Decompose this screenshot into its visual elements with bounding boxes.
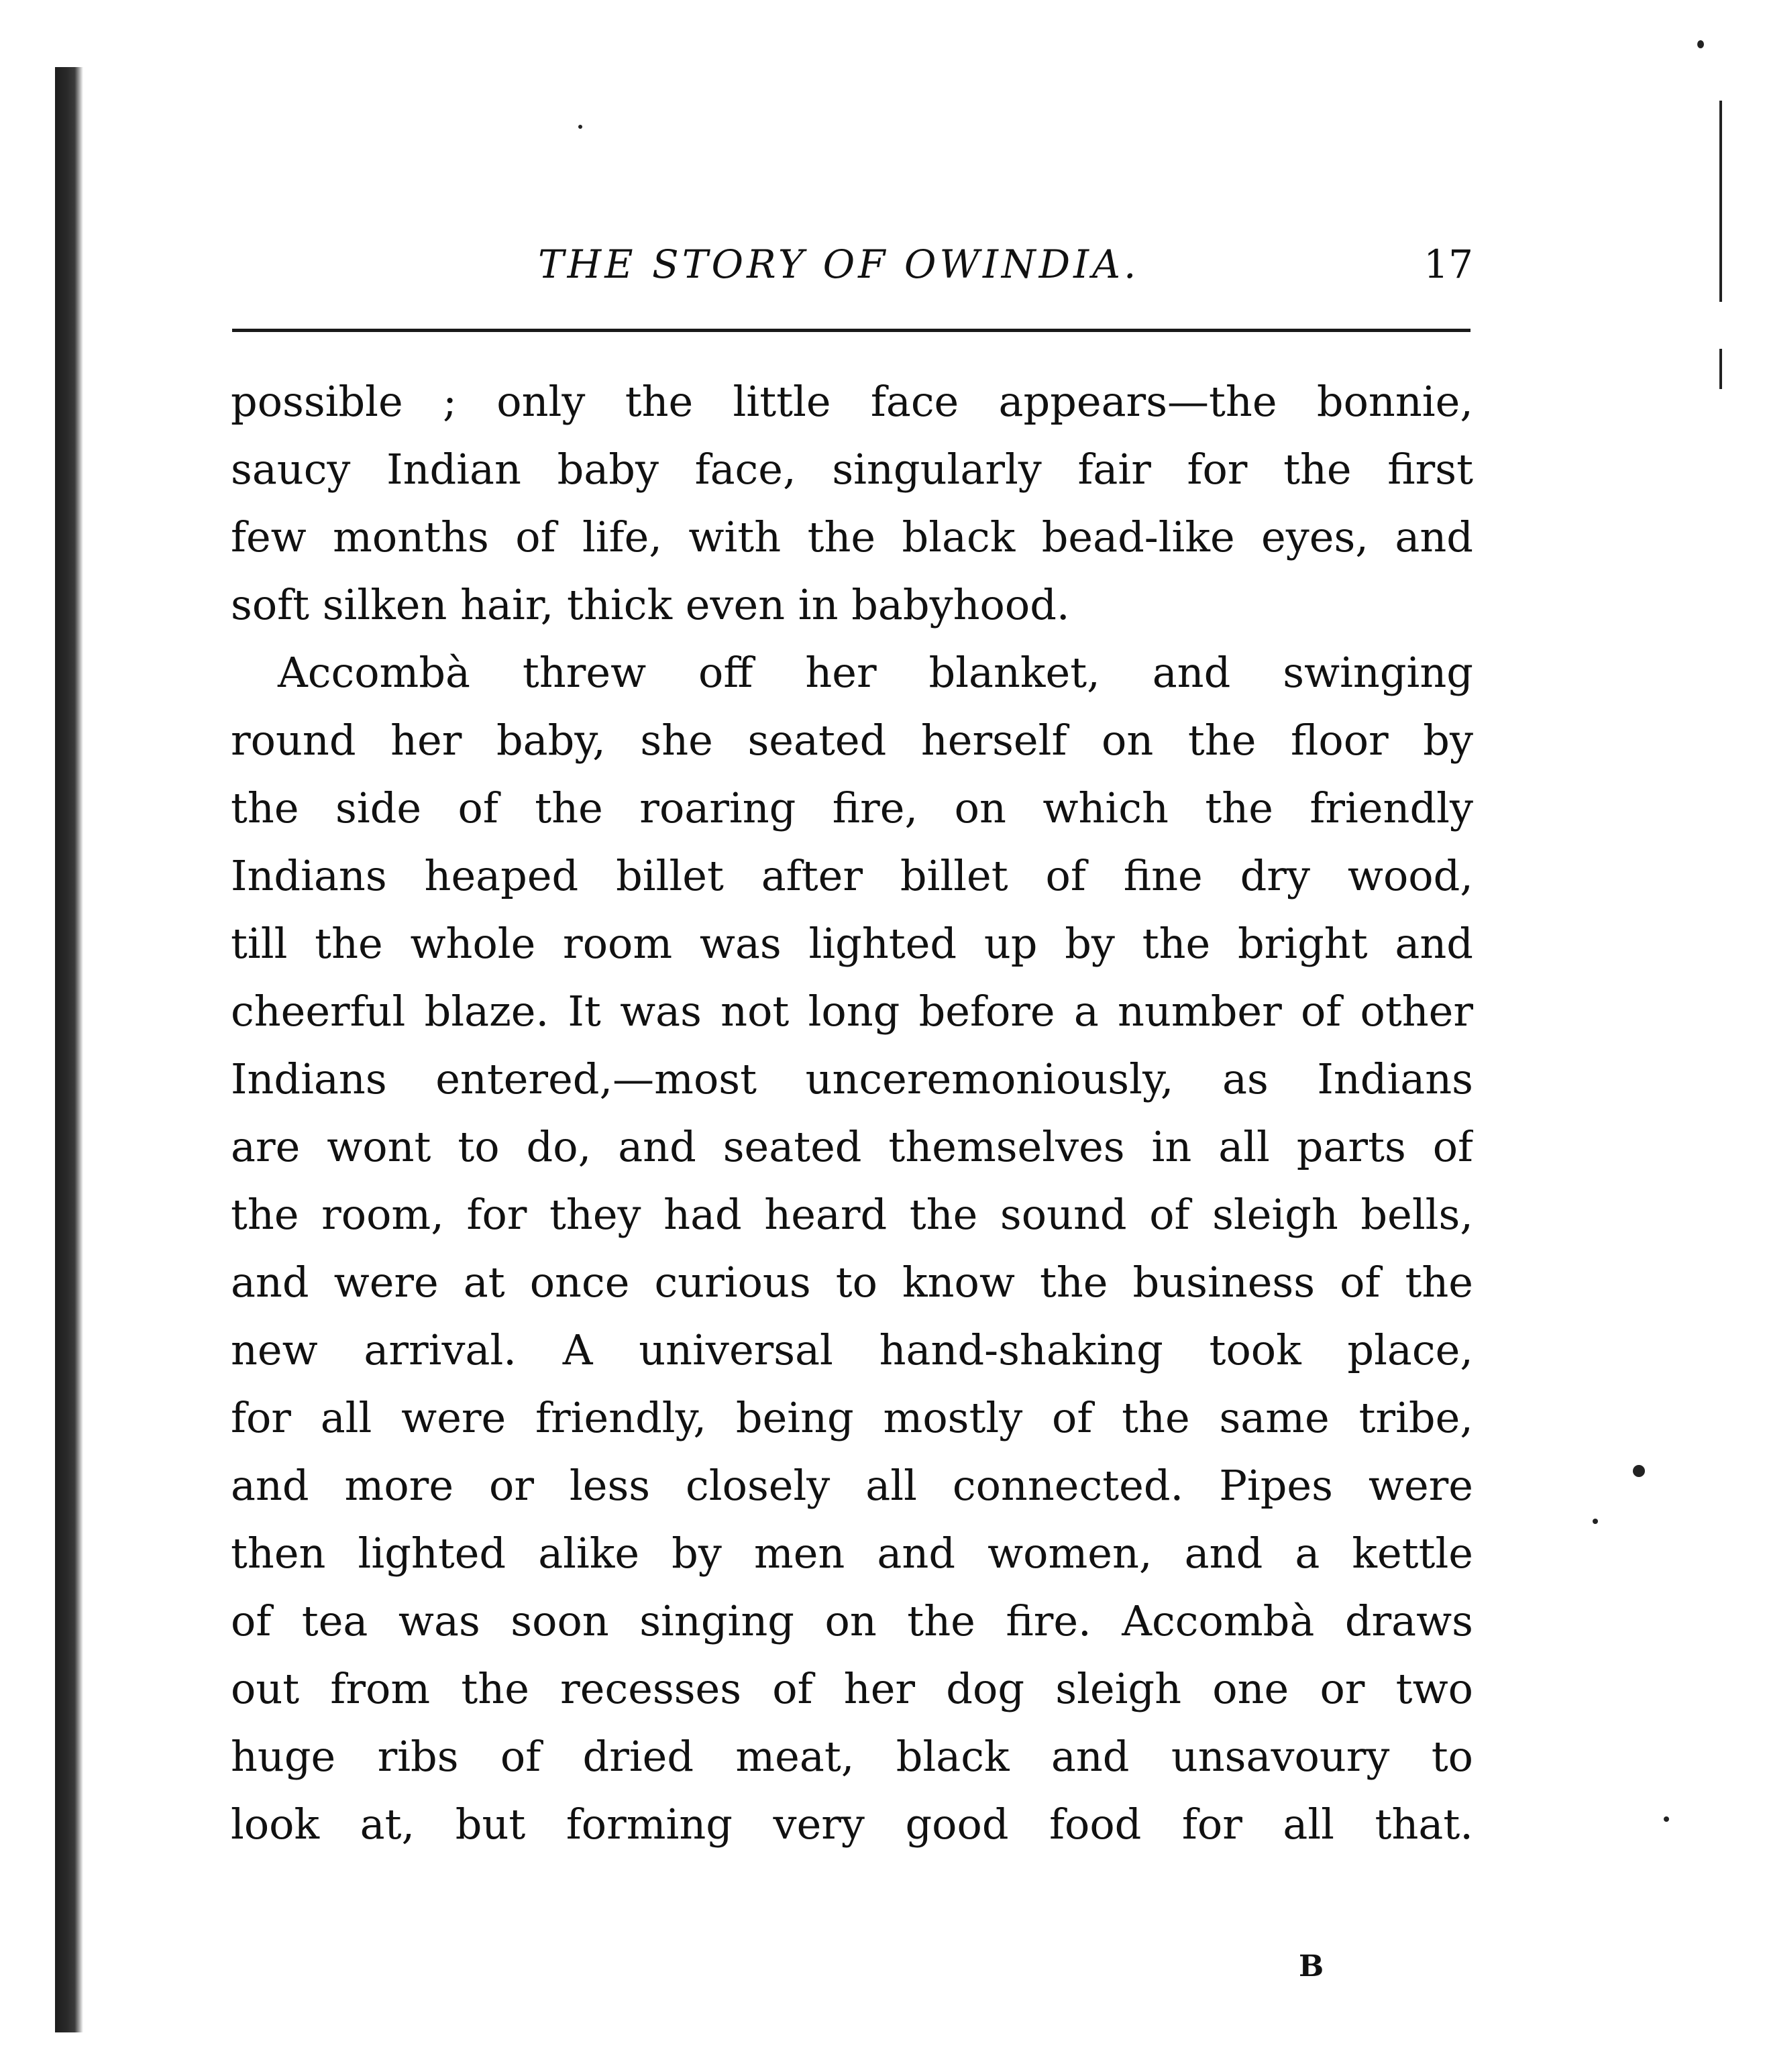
scan-binding-edge [55, 67, 83, 2032]
text-line: for all were friendly, being mostly of the same tribe, [231, 1393, 1473, 1442]
header-rule [232, 329, 1470, 332]
text-line: saucy Indian baby face, singularly fair for the first [231, 445, 1473, 494]
text-line: round her baby, she seated herself on the floor by [231, 716, 1473, 765]
scan-speck [1697, 40, 1704, 48]
scan-speck [1593, 1519, 1598, 1524]
text-line: few months of life, with the black bead-like eyes, and [231, 512, 1473, 561]
text-line: the side of the roaring fire, on which the friendly [231, 783, 1473, 832]
scan-right-edge-mark-small [1719, 349, 1722, 389]
text-line: then lighted alike by men and women, and a kettle [231, 1529, 1473, 1578]
text-line: till the whole room was lighted up by the bright and [231, 919, 1473, 968]
text-line: out from the recesses of her dog sleigh one or two [231, 1664, 1473, 1713]
scan-right-edge-mark [1719, 101, 1722, 302]
page-header [232, 241, 1473, 309]
text-line: Indians heaped billet after billet of fine dry wood, [231, 851, 1473, 900]
text-line: of tea was soon singing on the fire. Accombà draws [231, 1596, 1473, 1645]
text-line: possible ; only the little face appears—the bonnie, [231, 377, 1473, 426]
signature-mark: B [1299, 1949, 1324, 1983]
scan-speck [1633, 1465, 1645, 1477]
scan-speck [578, 125, 582, 129]
text-line: and more or less closely all connected. Pipes were [231, 1461, 1473, 1510]
text-line: and were at once curious to know the business of the [231, 1258, 1473, 1307]
text-line: soft silken hair, thick even in babyhood. [231, 580, 1070, 629]
paragraph-start-line: Accombà threw off her blanket, and swinging [278, 648, 1473, 697]
text-line: the room, for they had heard the sound of sleigh bells, [231, 1190, 1473, 1239]
text-line: new arrival. A universal hand-shaking took place, [231, 1325, 1473, 1374]
scan-speck [1664, 1816, 1669, 1822]
text-line: are wont to do, and seated themselves in all parts of [231, 1122, 1473, 1171]
body-text [231, 368, 1473, 1858]
page-number: 17 [1424, 241, 1473, 287]
running-title: THE STORY OF OWINDIA. [538, 241, 1140, 287]
text-line: Indians entered,—most unceremoniously, as Indians [231, 1054, 1473, 1103]
text-line: cheerful blaze. It was not long before a number of other [231, 987, 1473, 1036]
text-line: huge ribs of dried meat, black and unsavoury to [231, 1732, 1473, 1781]
text-line: look at, but forming very good food for all that. [231, 1800, 1473, 1849]
